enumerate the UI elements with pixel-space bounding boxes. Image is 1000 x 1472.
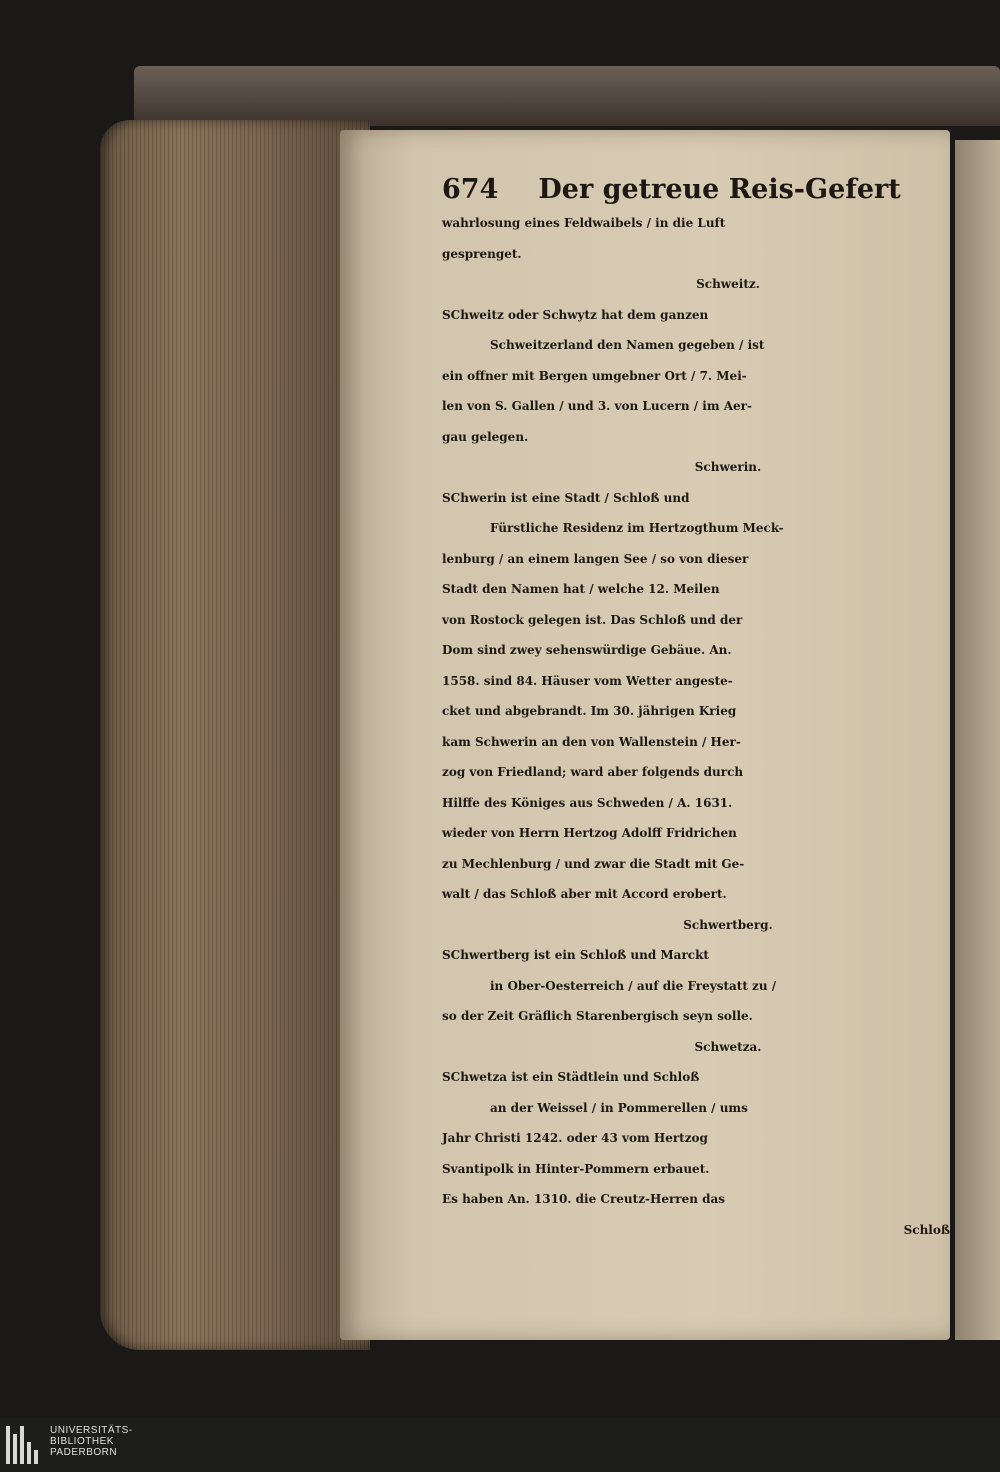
library-footer <box>0 1418 1000 1472</box>
text-line: gesprenget. <box>442 246 522 261</box>
text-line: 1558. sind 84. Häuser vom Wetter angeste- <box>442 673 733 688</box>
page-number: 674 <box>442 174 499 205</box>
text-line: so der Zeit Gräflich Starenbergisch seyn solle. <box>442 1009 753 1023</box>
text-line: lenburg / an einem langen See / so von dieser <box>442 551 749 566</box>
section-heading: Schwetza. <box>694 1039 762 1054</box>
library-name-line3: PADERBORN <box>50 1447 118 1458</box>
text-line: SChwetza ist ein Städtlein und Schloß <box>442 1070 700 1084</box>
book-cover-top <box>134 66 1000 126</box>
text-line: Hilffe des Königes aus Schweden / A. 1631. <box>442 795 733 810</box>
library-logo-icon <box>6 1426 44 1464</box>
running-title: Der getreue Reis-Gefert <box>538 174 901 205</box>
library-name <box>50 1425 133 1458</box>
text-line: Schloß <box>903 1222 950 1237</box>
text-line: wieder von Herrn Hertzog Adolff Fridrichen <box>442 826 737 840</box>
text-line: wahrlosung eines Feldwaibels / in die Luft <box>442 216 726 230</box>
text-line: Fürstliche Residenz im Hertzogthum Meck- <box>490 521 784 535</box>
text-line: Es haben An. 1310. die Creutz-Herren das <box>442 1192 726 1206</box>
text-line: an der Weissel / in Pommerellen / ums <box>490 1100 748 1115</box>
text-line: walt / das Schloß aber mit Accord erobert. <box>442 887 727 901</box>
text-line: SChwerin ist eine Stadt / Schloß und <box>442 490 690 505</box>
section-heading: Schweitz. <box>696 277 760 291</box>
text-line: kam Schwerin an den von Wallenstein / Her- <box>442 734 741 749</box>
text-line: zog von Friedland; ward aber folgends durch <box>442 765 744 779</box>
text-line: von Rostock gelegen ist. Das Schloß und der <box>442 612 743 627</box>
page-text <box>442 172 954 1245</box>
text-line: in Ober-Oesterreich / auf die Freystatt zu / <box>490 978 777 993</box>
text-line: Stadt den Namen hat / welche 12. Meilen <box>442 582 720 596</box>
text-line: cket und abgebrandt. Im 30. jährigen Krieg <box>442 704 737 718</box>
text-lines <box>442 208 954 1245</box>
book-fore-edge <box>100 120 370 1350</box>
text-line: len von S. Gallen / und 3. von Lucern / im Aer- <box>442 399 752 413</box>
text-line: SChwertberg ist ein Schloß und Marckt <box>442 948 709 962</box>
text-line: Jahr Christi 1242. oder 43 vom Hertzog <box>442 1131 708 1145</box>
text-line: zu Mechlenburg / und zwar die Stadt mit Ge- <box>442 856 745 871</box>
text-line: Dom sind zwey sehenswürdige Gebäue. An. <box>442 643 732 657</box>
section-heading: Schwertberg. <box>683 917 773 932</box>
facing-page-edge <box>955 140 1000 1340</box>
text-line: SChweitz oder Schwytz hat dem ganzen <box>442 307 709 322</box>
library-name-line2: BIBLIOTHEK <box>50 1436 114 1447</box>
section-heading: Schwerin. <box>694 460 762 474</box>
text-line: Schweitzerland den Namen gegeben / ist <box>490 338 765 352</box>
text-line: ein offner mit Bergen umgebner Ort / 7. Mei- <box>442 368 747 383</box>
text-line: Svantipolk in Hinter-Pommern erbauet. <box>442 1161 710 1176</box>
library-name-line1: UNIVERSITÄTS- <box>50 1425 133 1436</box>
page-header <box>442 172 954 208</box>
text-line: gau gelegen. <box>442 429 529 444</box>
